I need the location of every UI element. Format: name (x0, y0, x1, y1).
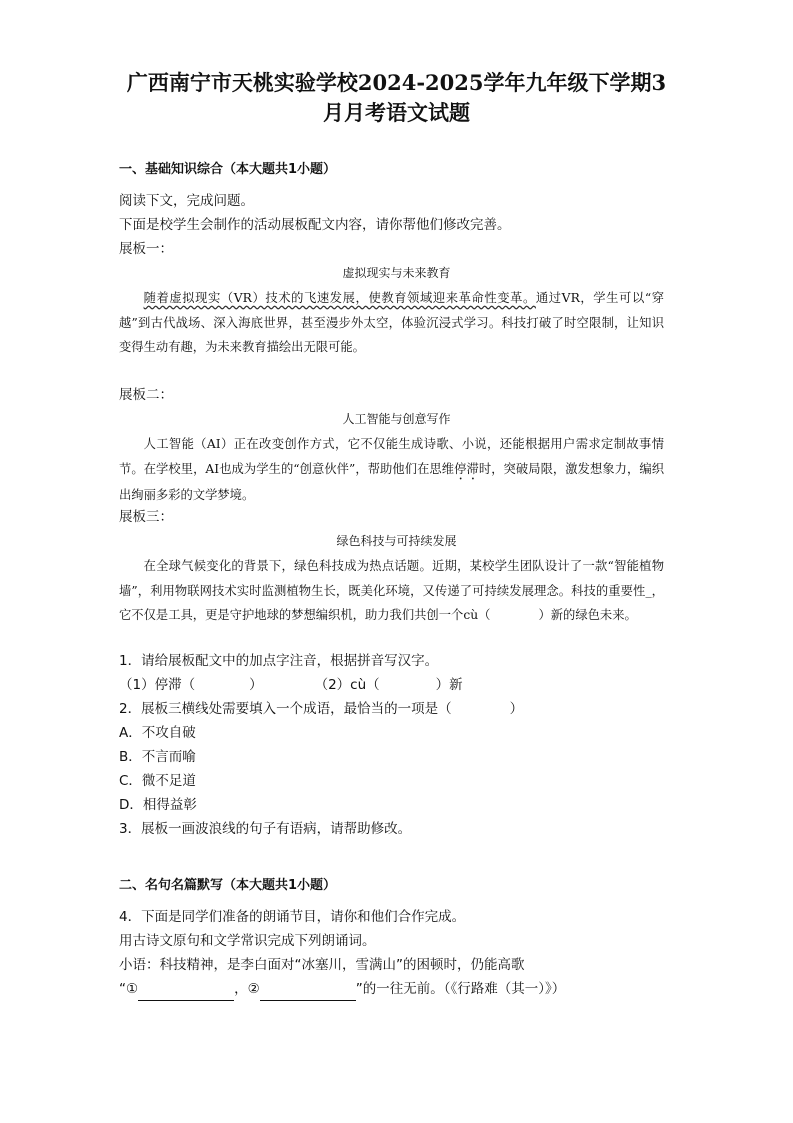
question-2 (119, 698, 523, 720)
q2-close: ） (509, 701, 524, 717)
intro-line-1: 阅读下文，完成问题。 (119, 193, 254, 209)
board2-title: 人工智能与创意写作 (342, 412, 451, 426)
q4-blank-end: ”的一往无前。（《行路难（其一）》） (355, 981, 566, 997)
board2-paragraph (119, 432, 664, 507)
intro-line-2: 下面是校学生会制作的活动展板配文内容，请你帮他们修改完善。 (119, 217, 511, 233)
wavy-sentence: 随着虚拟现实（VR）技术的飞速发展，使教育领域迎来革命性变革。 (143, 291, 536, 305)
q4-blank-open: “① (119, 981, 139, 997)
board3-closing: ）新的绿色未来。 (538, 608, 637, 622)
q1-part-b-close: ）新 (435, 677, 463, 693)
option-b: B．不言而喻 (119, 749, 196, 765)
board3-title: 绿色科技与可持续发展 (336, 534, 457, 548)
q2-text: 2．展板三横线处需要填入一个成语，最恰当的一项是（ (119, 701, 452, 717)
board3-blank: _ (645, 583, 652, 598)
option-d: D．相得益彰 (119, 797, 197, 813)
question-1: 1．请给展板配文中的加点字注音，根据拼音写汉字。 (119, 653, 439, 669)
option-a: A．不攻自破 (119, 725, 196, 741)
board2-text-before: 人工智能（AI）正在改变创作方式，它不仅能生成诗歌、小说，还能根据用户需求定制故事情节。在学校里，AI也成为学生的“创意伙伴”，帮助他们在思维 (119, 437, 664, 476)
question-4: 4．下面是同学们准备的朗诵节目，请你和他们合作完成。 (119, 909, 466, 925)
q1-part-b: （2）cù（ (314, 677, 380, 693)
board3-text-after-blank: ，它不仅是工具，更是守护地球的梦想编织机，助力我们共创一个 (119, 583, 664, 622)
board1-title: 虚拟现实与未来教育 (342, 266, 451, 280)
q1-part-a: （1）停滞（ (119, 677, 196, 693)
document-title-line2: 月月考语文试题 (323, 100, 470, 125)
board1-paragraph (119, 286, 664, 360)
q4-blank-mid: ，② (234, 981, 260, 997)
answer-blank-1[interactable] (138, 978, 234, 1001)
section2-heading: 二、名句名篇默写（本大题共1小题） (119, 878, 337, 893)
answer-blank-2[interactable] (260, 978, 356, 1001)
pinyin-cu: cù（ (463, 608, 491, 622)
board2-label: 展板二： (119, 387, 173, 403)
question-3: 3．展板一画波浪线的句子有语病，请帮助修改。 (119, 821, 412, 837)
option-c: C．微不足道 (119, 773, 196, 789)
question-1-parts (119, 674, 463, 696)
board2-text-after: 时，突破局限，激发想象力，编织出绚丽多彩的文学梦境。 (119, 461, 664, 502)
document-title-line1: 广西南宁市天桃实验学校2024-2025学年九年级下学期3 (126, 70, 667, 95)
q4-line-3: 小语：科技精神，是李白面对“冰塞川，雪满山”的困顿时，仍能高歌 (119, 957, 525, 973)
dotted-word: 停滞 (454, 461, 479, 476)
board3-label: 展板三： (119, 509, 173, 525)
board3-paragraph (119, 554, 664, 628)
q1-part-a-close: ） (249, 677, 263, 693)
board1-rest: 通过VR，学生可以“穿越”到古代战场、深入海底世界，甚至漫步外太空，体验沉浸式学习。科技打破了时空限制，让知识变得生动有趣，为未来教育描绘出无限可能。 (119, 291, 664, 354)
board3-text-before-blank: 在全球气候变化的背景下，绿色科技成为热点话题。近期，某校学生团队设计了一款“智能植物墙”，利用物联网技术实时监测植物生长，既美化环境，又传递了可持续发展理念。科技的重要性 (119, 559, 664, 598)
q4-line-4 (119, 978, 565, 1001)
board1-label: 展板一： (119, 241, 173, 257)
q4-line-2: 用古诗文原句和文学常识完成下列朗诵词。 (119, 933, 376, 949)
section1-heading: 一、基础知识综合（本大题共1小题） (119, 162, 337, 177)
